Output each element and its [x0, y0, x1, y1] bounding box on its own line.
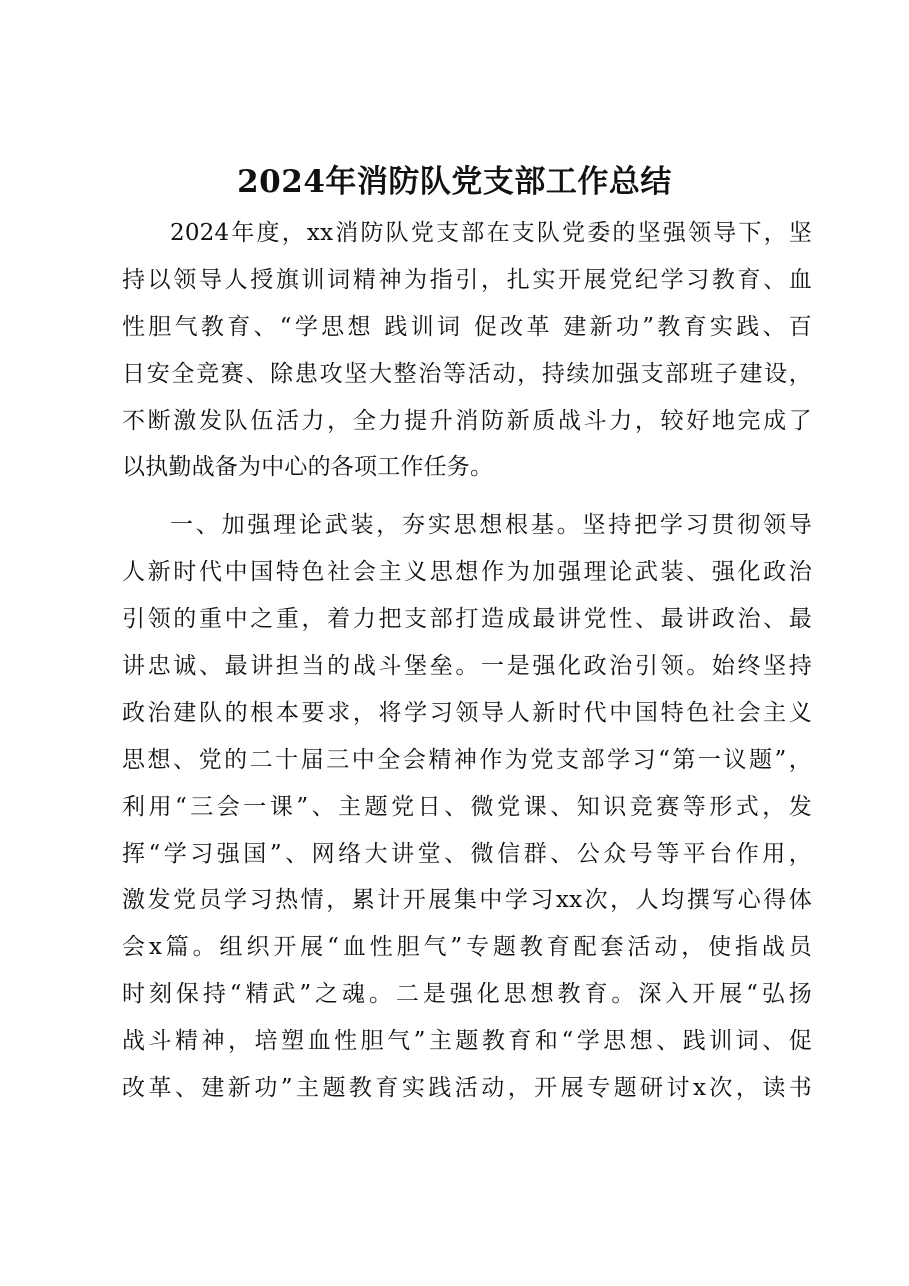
text-line: 改革、建新功”主题教育实践活动，开展专题研讨x次，读书 [122, 1075, 812, 1102]
text-line: 时刻保持“精武”之魂。二是强化思想教育。深入开展“弘扬 [122, 981, 812, 1008]
paragraph-intro [122, 210, 812, 491]
text-line: 讲忠诚、最讲担当的战斗堡垒。一是强化政治引领。始终坚持 [122, 653, 812, 680]
text-line: 人新时代中国特色社会主义思想作为加强理论武装、强化政治 [122, 559, 812, 586]
paragraph-spacer [122, 491, 812, 502]
text-line: 激发党员学习热情，累计开展集中学习xx次，人均撰写心得体 [122, 887, 812, 914]
text-line: 挥“学习强国”、网络大讲堂、微信群、公众号等平台作用， [122, 840, 812, 867]
text-line: 性胆气教育、“学思想 践训词 促改革 建新功”教育实践、百 [122, 313, 812, 340]
text-line: 不断激发队伍活力，全力提升消防新质战斗力，较好地完成了 [122, 407, 812, 434]
document-title: 2024年消防队党支部工作总结 [237, 164, 672, 200]
text-line: 持以领导人授旗训词精神为指引，扎实开展党纪学习教育、血 [122, 266, 812, 293]
text-line: 引领的重中之重，着力把支部打造成最讲党性、最讲政治、最 [122, 606, 812, 633]
text-line: 思想、党的二十届三中全会精神作为党支部学习“第一议题”， [122, 746, 812, 773]
text-line: 一、加强理论武装，夯实思想根基。坚持把学习贯彻领导 [170, 512, 812, 539]
paragraph-section-one [122, 502, 812, 1112]
document-body [122, 210, 812, 1112]
text-line: 以执勤战备为中心的各项工作任务。 [122, 454, 494, 481]
text-line: 政治建队的根本要求，将学习领导人新时代中国特色社会主义 [122, 699, 812, 726]
text-line: 2024年度，xx消防队党支部在支队党委的坚强领导下，坚 [170, 220, 812, 246]
text-line: 会x篇。组织开展“血性胆气”专题教育配套活动，使指战员 [122, 934, 812, 961]
text-line: 战斗精神，培塑血性胆气”主题教育和“学思想、践训词、促 [122, 1028, 812, 1055]
text-line: 日安全竞赛、除患攻坚大整治等活动，持续加强支部班子建设， [122, 360, 812, 387]
text-line: 利用“三会一课”、主题党日、微党课、知识竞赛等形式，发 [122, 793, 812, 820]
